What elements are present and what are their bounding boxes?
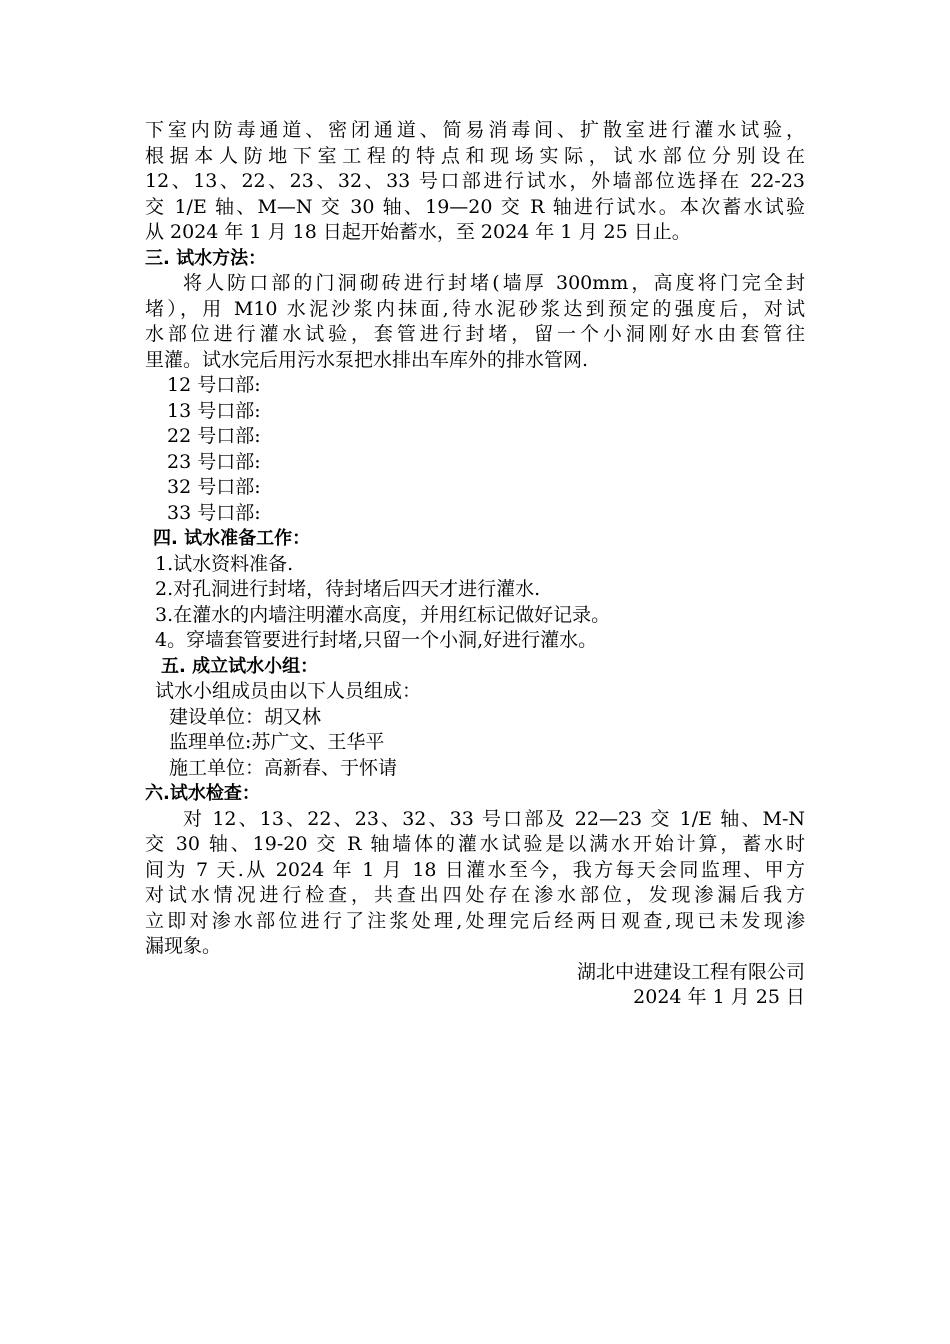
port-item: 13 号口部:: [167, 399, 261, 422]
inspection-line: 间为 7 天.从 2024 年 1 月 18 日灌水至今，我方每天会同监理、甲方: [145, 858, 805, 881]
preparation-item: 3.在灌水的内墙注明灌水高度，并用红标记做好记录。: [155, 603, 611, 626]
method-line: 水部位进行灌水试验，套管进行封堵，留一个小洞刚好水由套管往: [145, 323, 805, 345]
preparation-item: 2.对孔洞进行封堵，待封堵后四天才进行灌水.: [155, 578, 541, 600]
inspection-line: 立即对渗水部位进行了注浆处理,处理完后经两日观查,现已未发现渗: [145, 909, 805, 932]
method-line: 将人防口部的门洞砌砖进行封堵(墙厚 300mm，高度将门完全封: [183, 272, 805, 294]
preparation-item: 4。穿墙套管要进行封堵,只留一个小洞,好进行灌水。: [155, 629, 598, 651]
port-item: 22 号口部:: [167, 425, 261, 447]
inspection-line: 对试水情况进行检查，共查出四处存在渗水部位，发现渗漏后我方: [145, 884, 805, 906]
signature-company: 湖北中进建设工程有限公司: [576, 960, 805, 983]
inspection-line: 交 30 轴、19-20 交 R 轴墙体的灌水试验是以满水开始计算，蓄水时: [145, 833, 805, 855]
intro-line: 12、13、22、23、32、33 号口部进行试水，外墙部位选择在 22-23: [145, 170, 805, 192]
method-line: 堵），用 M10 水泥沙浆内抹面,待水泥砂浆达到预定的强度后，对试: [145, 297, 805, 320]
team-member: 施工单位：高新春、于怀请: [169, 756, 398, 779]
inspection-line: 对 12、13、22、23、32、33 号口部及 22—23 交 1/E 轴、M-N: [183, 807, 805, 830]
method-line: 里灌。试水完后用污水泵把水排出车库外的排水管网.: [145, 348, 589, 371]
team-intro: 试水小组成员由以下人员组成：: [155, 680, 422, 702]
intro-line: 从 2024 年 1 月 18 日起开始蓄水，至 2024 年 1 月 25 日止。: [145, 221, 691, 243]
section-heading-method: 三. 试水方法：: [145, 247, 267, 269]
section-heading-inspection: 六.试水检查：: [145, 783, 260, 804]
port-item: 12 号口部:: [167, 374, 261, 396]
section-heading-team: 五. 成立试水小组：: [161, 655, 319, 677]
preparation-item: 1.试水资料准备.: [155, 552, 294, 575]
signature-date: 2024 年 1 月 25 日: [633, 986, 805, 1008]
port-item: 33 号口部:: [167, 501, 261, 524]
intro-line: 根据本人防地下室工程的特点和现场实际，试水部位分别设在: [145, 144, 805, 167]
port-item: 23 号口部:: [167, 450, 261, 473]
team-member: 监理单位:苏广文、王华平: [169, 731, 385, 753]
team-member: 建设单位：胡又林: [169, 705, 322, 728]
section-heading-preparation: 四. 试水准备工作：: [153, 528, 311, 549]
document-page: [145, 118, 805, 1011]
inspection-line: 漏现象。: [145, 935, 222, 957]
intro-line: 下室内防毒通道、密闭通道、简易消毒间、扩散室进行灌水试验，: [145, 119, 805, 141]
port-item: 32 号口部:: [167, 476, 261, 498]
intro-line: 交 1/E 轴、M—N 交 30 轴、19—20 交 R 轴进行试水。本次蓄水试验: [145, 195, 805, 218]
